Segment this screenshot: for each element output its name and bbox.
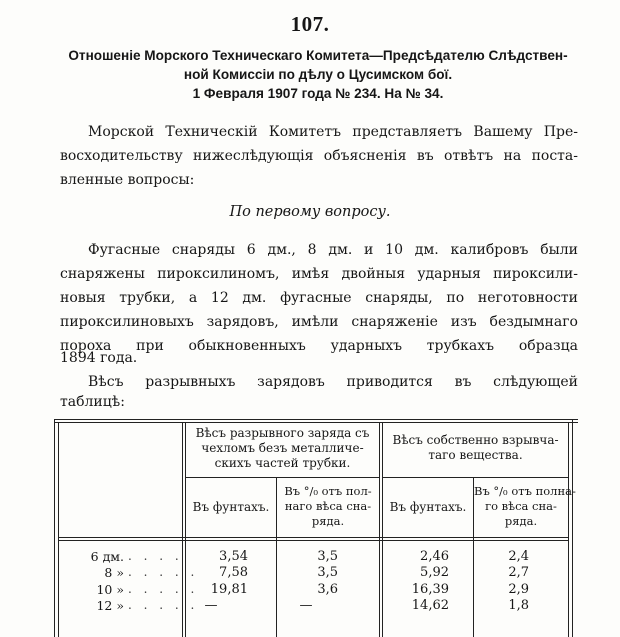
cell-percent: — bbox=[299, 598, 313, 613]
text-line: Морской Техническій Комитетъ представляетъ Вашему Пре- bbox=[88, 124, 578, 140]
table-rule bbox=[58, 537, 568, 538]
header-line: Въ °/₀ отъ полна- bbox=[474, 484, 576, 498]
text-line: пороха при обыкновенныхъ ударныхъ трубкахъ образца bbox=[60, 338, 578, 354]
text-line: Вѣсъ разрывныхъ зарядовъ приводится въ слѣдующей bbox=[88, 374, 578, 390]
section-subheading: По первому вопросу. bbox=[229, 204, 391, 220]
column-group-header-total-charge bbox=[186, 426, 379, 471]
cell-pounds: 7,58 bbox=[219, 565, 248, 580]
heading-line-3: 1 Февраля 1907 года № 234. На № 34. bbox=[192, 86, 444, 101]
heading-line-1: Отношеніе Морского Техническаго Комитета—Предсѣдателю Слѣдствен- bbox=[68, 48, 568, 63]
table-rule bbox=[185, 477, 379, 478]
text-line: таблицѣ: bbox=[60, 394, 125, 410]
header-line: Въ фунтахъ. bbox=[192, 500, 270, 514]
header-line: таго вещества. bbox=[428, 448, 523, 462]
cell-pounds-explosive: 14,62 bbox=[411, 598, 449, 613]
table-rule bbox=[379, 422, 380, 637]
text-line: вленные вопросы: bbox=[60, 172, 195, 188]
header-line: ряда. bbox=[311, 514, 345, 528]
text-line: новыя трубки, а 12 дм. фугасные снаряды, по неготовности bbox=[60, 290, 578, 306]
table-rule bbox=[58, 422, 59, 637]
caliber-label: 8 » bbox=[104, 565, 124, 580]
header-line: го вѣса сна- bbox=[485, 499, 557, 513]
cell-pounds-explosive: 2,46 bbox=[420, 549, 449, 564]
table-rule bbox=[572, 419, 573, 637]
cell-pounds: 19,81 bbox=[210, 582, 248, 597]
subheader-pounds bbox=[186, 500, 276, 515]
text-line: восходительству нижеслѣдующія объясненія въ отвѣтъ на поста- bbox=[60, 148, 578, 164]
header-line: скихъ частей трубки. bbox=[214, 456, 351, 470]
cell-pounds: — bbox=[204, 598, 218, 613]
text-line: Фугасные снаряды 6 дм., 8 дм. и 10 дм. калибровъ были bbox=[88, 242, 578, 258]
leader-dots: . . . . . bbox=[128, 598, 199, 612]
cell-percent-explosive: 1,8 bbox=[508, 598, 529, 613]
table-rule bbox=[58, 540, 568, 541]
cell-pounds: 3,54 bbox=[219, 549, 248, 564]
subheader-percent-explosive bbox=[474, 484, 576, 529]
table-rule bbox=[54, 422, 578, 423]
text-line: 1894 года. bbox=[60, 350, 138, 366]
document-heading bbox=[58, 46, 578, 103]
leader-dots: . . . . . bbox=[128, 582, 199, 596]
header-line: ряда. bbox=[504, 514, 538, 528]
table-rule bbox=[54, 419, 578, 420]
cell-percent-explosive: 2,4 bbox=[508, 549, 529, 564]
leader-dots: . . . . . bbox=[128, 565, 199, 579]
cell-pounds-explosive: 5,92 bbox=[420, 565, 449, 580]
page-number: 107. bbox=[290, 12, 330, 36]
text-line: пироксилиновыхъ зарядовъ, имѣли снаряженіе изъ бездымнаго bbox=[60, 314, 578, 330]
column-group-header-explosive bbox=[383, 433, 568, 463]
header-line: Въ фунтахъ. bbox=[389, 500, 467, 514]
cell-percent: 3,5 bbox=[317, 565, 338, 580]
header-line: Вѣсъ разрывного заряда съ bbox=[195, 426, 370, 440]
header-line: Вѣсъ собственно взрывча- bbox=[392, 433, 559, 447]
cell-percent: 3,6 bbox=[317, 582, 338, 597]
table-rule bbox=[54, 419, 55, 637]
subheader-pounds-explosive bbox=[383, 500, 473, 515]
table-rule bbox=[382, 477, 568, 478]
table-rule bbox=[568, 422, 569, 637]
header-line: чехломъ безъ металличе- bbox=[201, 441, 364, 455]
caliber-label: 12 » bbox=[96, 598, 124, 613]
subheader-percent bbox=[277, 484, 379, 529]
caliber-label: 10 » bbox=[96, 582, 124, 597]
cell-pounds-explosive: 16,39 bbox=[411, 582, 449, 597]
cell-percent: 3,5 bbox=[317, 549, 338, 564]
heading-line-2: ной Комиссіи по дѣлу о Цусимском бої. bbox=[183, 67, 453, 82]
cell-percent-explosive: 2,9 bbox=[508, 582, 529, 597]
leader-dots: . . . . bbox=[128, 549, 183, 563]
caliber-label: 6 дм. bbox=[90, 549, 124, 564]
header-line: наго вѣса сна- bbox=[284, 499, 372, 513]
header-line: Въ °/₀ отъ пол- bbox=[284, 484, 372, 498]
text-line: снаряжены пироксилиномъ, имѣя двойныя ударныя пироксили- bbox=[60, 266, 578, 282]
cell-percent-explosive: 2,7 bbox=[508, 565, 529, 580]
